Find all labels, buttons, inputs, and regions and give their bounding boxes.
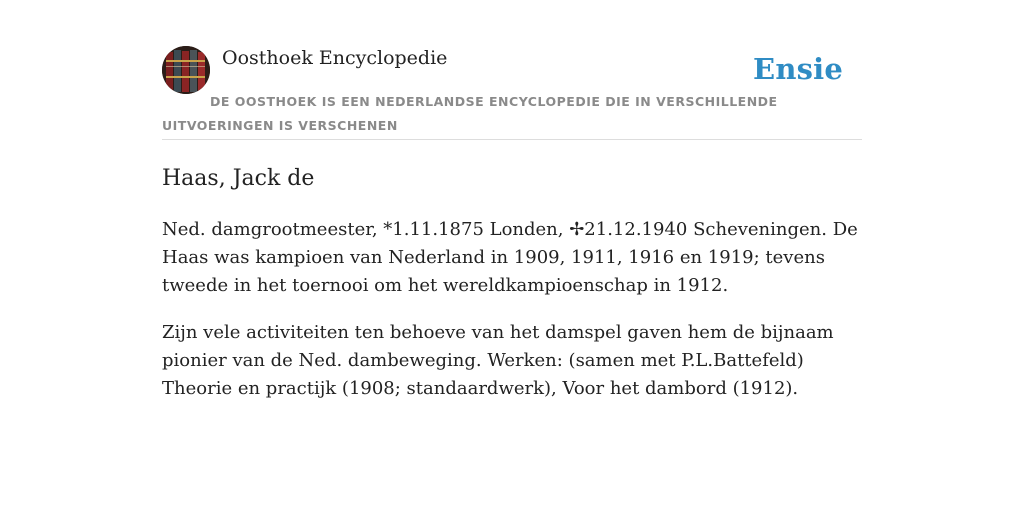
site-tagline: DE OOSTHOEK IS EEN NEDERLANDSE ENCYCLOPEDIE DIE IN VERSCHILLENDE UITVOERINGEN IS VERSCHENEN [162,94,778,133]
site-header [162,46,862,140]
article [162,164,864,403]
brand-logo[interactable]: Ensie [753,52,843,86]
encyclopedia-books-icon[interactable] [162,46,210,94]
article-title: Haas, Jack de [162,166,315,191]
site-name[interactable]: Oosthoek Encyclopedie [222,47,448,69]
article-paragraph: Ned. damgrootmeester, *1.11.1875 Londen, ✢21.12.1940 Scheveningen. De Haas was kampioen van Nederland in 1909, 1911, 1916 en 1919; tevens tweede in het toernooi om het wereldkampioenschap in 1912. [162,219,858,296]
article-paragraph: Zijn vele activiteiten ten behoeve van het damspel gaven hem de bijnaam pionier van de Ned. dambeweging. Werken: (samen met P.L.Battefeld) Theorie en practijk (1908; standaardwerk), Voor het dambord (1912). [162,322,834,399]
